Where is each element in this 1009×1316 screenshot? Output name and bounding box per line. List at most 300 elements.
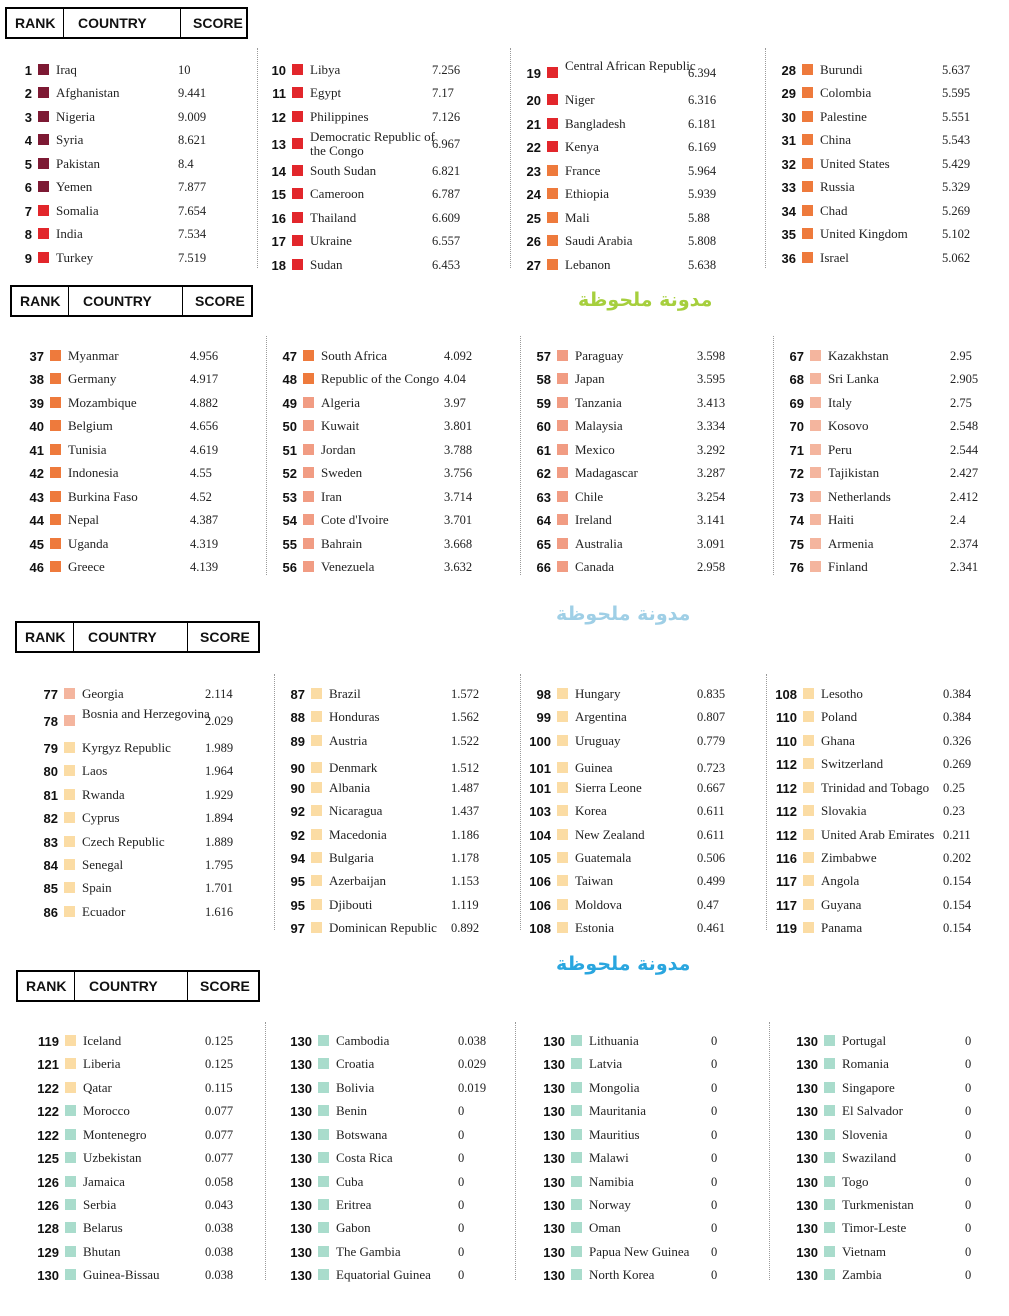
rank-number: 98 [536,687,551,702]
country-name: Nicaragua [329,803,383,818]
color-swatch [318,1222,329,1233]
country-name: Belgium [68,418,113,433]
color-swatch [64,688,75,699]
ranking-row [794,1125,1009,1145]
rank-number: 42 [29,466,44,481]
score-value: 7.877 [178,180,207,194]
country-name: Indonesia [68,465,119,480]
rank-number: 26 [526,234,541,249]
ranking-row [773,731,1008,751]
score-value: 0.611 [697,804,725,818]
color-swatch [292,259,303,270]
country-name: Vietnam [842,1244,886,1259]
score-value: 0 [711,1081,718,1095]
rank-number: 122 [37,1128,59,1143]
score-value: 0 [711,1245,718,1259]
color-swatch [65,1035,76,1046]
ranking-row [262,129,497,158]
rank-number: 48 [282,372,297,387]
ranking-row [273,557,508,577]
score-value: 6.316 [688,93,717,107]
ranking-row [794,1195,1009,1215]
color-swatch [65,1269,76,1280]
ranking-row [20,416,255,436]
ranking-row [35,1265,270,1285]
score-value: 0.154 [943,874,972,888]
country-name: New Zealand [575,827,645,842]
score-value: 7.519 [178,251,207,265]
color-swatch [65,1129,76,1140]
rank-number: 130 [796,1034,818,1049]
ranking-row [517,231,752,251]
rank-number: 80 [43,764,58,779]
color-swatch [311,711,322,722]
country-name: Malaysia [575,418,623,433]
rank-number: 130 [796,1128,818,1143]
country-name: Laos [82,763,108,778]
rank-number: 70 [789,419,804,434]
ranking-row [527,346,762,366]
score-value: 0 [458,1245,465,1259]
rank-number: 64 [536,513,551,528]
score-value: 4.656 [190,419,219,433]
country-name: Saudi Arabia [565,233,633,248]
score-value: 0.038 [205,1221,234,1235]
header-country: COUNTRY [64,9,181,37]
rank-number: 119 [38,1034,59,1049]
score-value: 5.595 [942,86,971,100]
score-value: 0.461 [697,921,726,935]
country-name: Mongolia [589,1080,640,1095]
color-swatch [547,188,558,199]
color-swatch [803,899,814,910]
color-swatch [311,688,322,699]
rank-number: 43 [29,490,44,505]
header-rank: RANK [12,287,69,315]
country-name: Namibia [589,1174,634,1189]
score-value: 2.114 [205,687,233,701]
rank-number: 130 [290,1198,312,1213]
rank-number: 7 [24,204,32,219]
rank-number: 14 [271,164,286,179]
ranking-row [541,1265,776,1285]
country-name: Thailand [310,210,357,225]
ranking-row [773,778,1008,798]
rank-number: 47 [282,349,297,364]
score-value: 0 [711,1104,718,1118]
ranking-row [780,534,1009,554]
country-name: Uganda [68,536,109,551]
ranking-row [527,534,762,554]
ranking-row [273,346,508,366]
rank-number: 130 [543,1198,565,1213]
color-swatch [824,1058,835,1069]
score-value: 6.967 [432,137,461,151]
country-name: Benin [336,1103,368,1118]
score-value: 4.139 [190,560,219,574]
rank-number: 39 [29,396,44,411]
score-value: 0 [965,1128,972,1142]
score-value: 0 [965,1221,972,1235]
rank-number: 130 [543,1268,565,1283]
rank-number: 117 [776,874,797,889]
color-swatch [292,235,303,246]
rank-number: 126 [37,1175,59,1190]
country-name: Republic of the Congo [321,371,440,386]
rank-number: 92 [290,828,305,843]
country-name: Panama [821,920,863,935]
rank-number: 5 [24,157,32,172]
color-swatch [547,118,558,129]
rank-number: 41 [29,443,44,458]
ranking-row [8,248,243,268]
score-value: 0.058 [205,1175,234,1189]
score-value: 0 [458,1175,465,1189]
country-name: Yemen [56,179,93,194]
header-score: SCORE [195,293,245,309]
ranking-row [288,1148,523,1168]
rank-number: 53 [282,490,297,505]
color-swatch [810,467,821,478]
header-rank: RANK [7,9,64,37]
score-value: 3.714 [444,490,473,504]
color-swatch [303,420,314,431]
country-name: Serbia [83,1197,117,1212]
color-swatch [557,829,568,840]
ranking-row [517,58,752,83]
country-name: Iceland [83,1033,122,1048]
country-name: Russia [820,179,855,194]
rank-number: 60 [536,419,551,434]
color-swatch [571,1152,582,1163]
score-value: 1.795 [205,858,234,872]
rank-number: 128 [37,1221,59,1236]
rank-number: 108 [529,921,551,936]
score-value: 3.701 [444,513,473,527]
color-swatch [557,561,568,572]
rank-number: 105 [529,851,551,866]
score-value: 0.779 [697,734,726,748]
ranking-row [794,1054,1009,1074]
country-name: Japan [575,371,605,386]
rank-number: 130 [543,1175,565,1190]
country-name: Sweden [321,465,363,480]
score-value: 0.125 [205,1057,234,1071]
color-swatch [50,467,61,478]
rank-number: 38 [29,372,44,387]
rank-number: 50 [282,419,297,434]
country-name: Madagascar [575,465,638,480]
ranking-row [20,463,255,483]
score-value: 0 [965,1057,972,1071]
ranking-row [281,825,516,845]
country-name: Timor-Leste [842,1220,907,1235]
ranking-row [35,1031,270,1051]
country-name: Kyrgyz Republic [82,740,171,755]
score-value: 0.077 [205,1104,234,1118]
ranking-row [794,1172,1009,1192]
rank-number: 121 [37,1057,59,1072]
score-value: 1.119 [451,898,479,912]
rank-number: 130 [543,1245,565,1260]
rank-number: 2 [24,86,32,101]
score-value: 4.956 [190,349,219,363]
ranking-row [527,557,762,577]
header-score: SCORE [193,15,243,31]
color-swatch [557,782,568,793]
country-name: Italy [828,395,852,410]
color-swatch [547,67,558,78]
color-swatch [303,491,314,502]
rank-number: 104 [529,828,551,843]
score-value: 3.091 [697,537,726,551]
color-swatch [571,1269,582,1280]
country-name: Taiwan [575,873,614,888]
ranking-row [773,707,1008,727]
color-swatch [802,228,813,239]
ranking-row [34,785,269,805]
score-value: 0.384 [943,710,972,724]
country-name: Oman [589,1220,621,1235]
color-swatch [318,1269,329,1280]
score-value: 5.88 [688,211,710,225]
score-value: 7.534 [178,227,207,241]
rank-number: 25 [526,211,541,226]
country-name: Poland [821,709,858,724]
ranking-row [517,255,752,275]
score-value: 0 [458,1198,465,1212]
ranking-row [288,1172,523,1192]
rank-number: 31 [781,133,796,148]
country-name: Peru [828,442,852,457]
ranking-row [281,778,516,798]
country-name: Brazil [329,686,361,701]
score-value: 6.821 [432,164,461,178]
country-name: Latvia [589,1056,623,1071]
score-value: 5.939 [688,187,717,201]
score-value: 3.801 [444,419,473,433]
score-value: 0 [965,1245,972,1259]
rank-number: 37 [29,349,44,364]
country-name: Niger [565,92,595,107]
ranking-row [20,534,255,554]
score-value: 5.551 [942,110,971,124]
rank-number: 130 [796,1221,818,1236]
rank-number: 36 [781,251,796,266]
rank-number: 122 [37,1081,59,1096]
ranking-row [772,60,1007,80]
ranking-row [8,130,243,150]
ranking-row [794,1265,1009,1285]
country-name: Eritrea [336,1197,372,1212]
color-swatch [292,64,303,75]
watermark-text: مدونة ملحوظة [556,603,691,625]
ranking-row [20,510,255,530]
rank-number: 130 [290,1081,312,1096]
country-name: Bhutan [83,1244,121,1259]
rank-number: 16 [271,211,286,226]
rank-number: 49 [282,396,297,411]
score-value: 5.062 [942,251,971,265]
score-value: 1.894 [205,811,234,825]
rank-number: 84 [43,858,58,873]
ranking-row [281,895,516,915]
color-swatch [557,538,568,549]
country-name: Czech Republic [82,834,165,849]
score-value: 0.077 [205,1128,234,1142]
color-swatch [557,350,568,361]
country-name: United Kingdom [820,226,908,241]
score-value: 10 [178,63,191,77]
score-value: 2.548 [950,419,979,433]
ranking-row [780,510,1009,530]
country-name: Costa Rica [336,1150,393,1165]
ranking-row [8,107,243,127]
color-swatch [810,538,821,549]
color-swatch [311,735,322,746]
color-swatch [64,882,75,893]
color-swatch [318,1152,329,1163]
color-swatch [318,1105,329,1116]
rank-number: 44 [29,513,44,528]
ranking-row [288,1265,523,1285]
ranking-row [527,895,762,915]
score-value: 0.506 [697,851,726,865]
score-value: 0.807 [697,710,726,724]
country-name: Cameroon [310,186,365,201]
country-name: Mauritius [589,1127,640,1142]
ranking-row [773,801,1008,821]
score-value: 0 [965,1081,972,1095]
country-name: United States [820,156,890,171]
score-value: 1.437 [451,804,480,818]
score-value: 3.413 [697,396,726,410]
score-value: 3.756 [444,466,473,480]
rank-number: 130 [290,1128,312,1143]
color-swatch [547,94,558,105]
color-swatch [824,1152,835,1163]
color-swatch [64,812,75,823]
ranking-row [273,369,508,389]
rank-number: 112 [776,804,797,819]
country-name: Bulgaria [329,850,374,865]
rank-number: 8 [24,227,32,242]
rank-number: 116 [776,851,797,866]
color-swatch [557,397,568,408]
score-value: 0.115 [205,1081,233,1095]
ranking-row [527,510,762,530]
rank-number: 108 [775,687,797,702]
ranking-row [527,684,762,704]
color-swatch [292,87,303,98]
ranking-row [541,1172,776,1192]
country-name: Estonia [575,920,614,935]
score-value: 1.487 [451,781,480,795]
color-swatch [824,1199,835,1210]
ranking-row [794,1148,1009,1168]
ranking-row [773,918,1008,938]
ranking-row [281,707,516,727]
score-value: 0 [458,1104,465,1118]
color-swatch [824,1176,835,1187]
color-swatch [303,538,314,549]
ranking-row [541,1078,776,1098]
color-swatch [50,420,61,431]
ranking-row [527,871,762,891]
score-value: 4.387 [190,513,219,527]
rank-number: 21 [526,117,541,132]
score-value: 0 [711,1057,718,1071]
ranking-row [541,1218,776,1238]
color-swatch [547,165,558,176]
rank-number: 112 [776,781,797,796]
ranking-row [273,487,508,507]
ranking-row [527,393,762,413]
rank-number: 130 [796,1151,818,1166]
rank-number: 11 [272,86,286,101]
ranking-row [794,1218,1009,1238]
color-swatch [38,205,49,216]
ranking-row [288,1125,523,1145]
color-swatch [38,252,49,263]
score-value: 0.269 [943,757,972,771]
score-value: 5.808 [688,234,717,248]
score-value: 0 [458,1151,465,1165]
ranking-row [35,1148,270,1168]
color-swatch [318,1176,329,1187]
color-swatch [802,111,813,122]
country-name: Rwanda [82,787,125,802]
ranking-row [780,557,1009,577]
rank-number: 130 [796,1245,818,1260]
country-name: Nigeria [56,109,95,124]
ranking-row [772,177,1007,197]
ranking-row [288,1054,523,1074]
country-name: Bangladesh [565,116,626,131]
color-swatch [311,852,322,863]
rank-number: 66 [536,560,551,575]
rank-number: 130 [796,1057,818,1072]
country-name: Denmark [329,760,378,775]
score-value: 0 [965,1151,972,1165]
score-value: 7.17 [432,86,454,100]
country-name: Germany [68,371,117,386]
score-value: 0 [711,1034,718,1048]
ranking-row [780,463,1009,483]
ranking-row [517,208,752,228]
rank-number: 6 [24,180,32,195]
score-value: 0.154 [943,921,972,935]
color-swatch [557,852,568,863]
score-value: 2.95 [950,349,972,363]
country-name: Mozambique [68,395,137,410]
country-name: Montenegro [83,1127,147,1142]
ranking-row [35,1054,270,1074]
color-swatch [318,1058,329,1069]
country-name: Afghanistan [56,85,120,100]
country-name: Somalia [56,203,99,218]
rank-number: 9 [24,251,32,266]
ranking-row [35,1078,270,1098]
ranking-row [541,1195,776,1215]
country-name: Burkina Faso [68,489,138,504]
score-value: 0.211 [943,828,971,842]
country-name: Sudan [310,257,343,272]
rank-number: 130 [796,1081,818,1096]
score-value: 0 [458,1268,465,1282]
score-value: 0.723 [697,761,726,775]
color-swatch [803,735,814,746]
